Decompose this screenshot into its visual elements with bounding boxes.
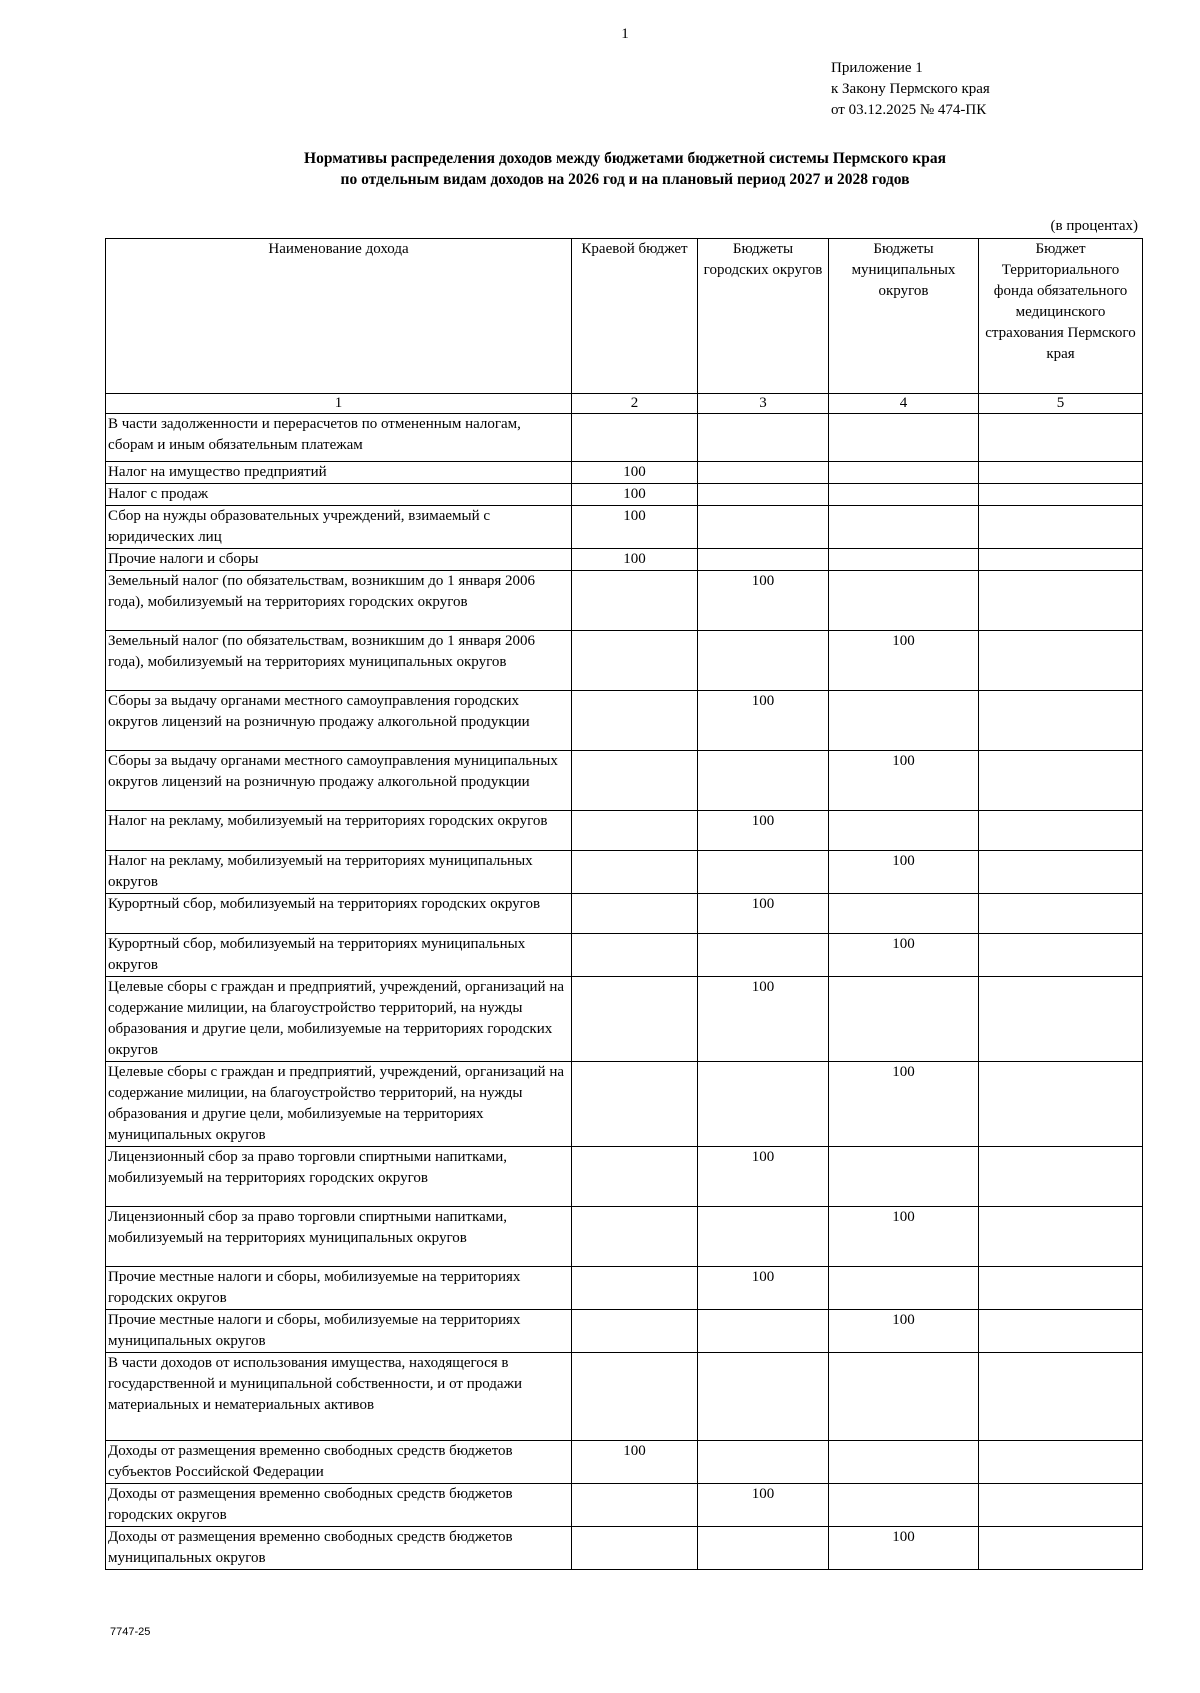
medical-fund-cell bbox=[979, 1484, 1143, 1527]
column-number: 1 bbox=[106, 394, 572, 414]
medical-fund-cell bbox=[979, 977, 1143, 1062]
appendix-line-2: к Закону Пермского края bbox=[831, 81, 990, 97]
table-row bbox=[106, 851, 1143, 894]
regional-budget-cell: 100 bbox=[572, 549, 698, 571]
income-name-cell: Доходы от размещения временно свободных средств бюджетов субъектов Российской Федерации bbox=[106, 1441, 572, 1484]
table-row bbox=[106, 462, 1143, 484]
municipal-districts-cell bbox=[829, 691, 979, 751]
page-number: 1 bbox=[621, 26, 629, 42]
table-row bbox=[106, 977, 1143, 1062]
table-row bbox=[106, 1062, 1143, 1147]
municipal-districts-cell bbox=[829, 1147, 979, 1207]
city-districts-cell: 100 bbox=[698, 691, 829, 751]
medical-fund-cell bbox=[979, 484, 1143, 506]
city-districts-cell bbox=[698, 1353, 829, 1441]
city-districts-cell bbox=[698, 851, 829, 894]
municipal-districts-cell: 100 bbox=[829, 851, 979, 894]
regional-budget-cell: 100 bbox=[572, 506, 698, 549]
header-city-districts: Бюджеты городских округов bbox=[698, 239, 829, 394]
regional-budget-cell bbox=[572, 1527, 698, 1570]
units-label: (в процентах) bbox=[1050, 218, 1138, 234]
income-name-cell: Лицензионный сбор за право торговли спиртными напитками, мобилизуемый на территориях городских округов bbox=[106, 1147, 572, 1207]
regional-budget-cell bbox=[572, 894, 698, 934]
column-number: 2 bbox=[572, 394, 698, 414]
document-title bbox=[0, 148, 1200, 190]
medical-fund-cell bbox=[979, 414, 1143, 462]
table-row bbox=[106, 751, 1143, 811]
city-districts-cell: 100 bbox=[698, 1147, 829, 1207]
income-name-cell: Земельный налог (по обязательствам, возникшим до 1 января 2006 года), мобилизуемый на территориях городских округов bbox=[106, 571, 572, 631]
regional-budget-cell bbox=[572, 1267, 698, 1310]
income-name-cell: В части доходов от использования имущества, находящегося в государственной и муниципальной собственности, и от продажи материальных и нематериальных активов bbox=[106, 1353, 572, 1441]
title-line-1: Нормативы распределения доходов между бюджетами бюджетной системы Пермского края bbox=[304, 150, 946, 167]
table-row bbox=[106, 1353, 1143, 1441]
municipal-districts-cell: 100 bbox=[829, 751, 979, 811]
regional-budget-cell bbox=[572, 751, 698, 811]
income-name-cell: Прочие налоги и сборы bbox=[106, 549, 572, 571]
table-row bbox=[106, 1267, 1143, 1310]
income-name-cell: Целевые сборы с граждан и предприятий, учреждений, организаций на содержание милиции, на благоустройство территорий, на нужды образования и другие цели, мобилизуемые на территориях муниципальных округов bbox=[106, 1062, 572, 1147]
appendix-block bbox=[831, 58, 990, 121]
table-row bbox=[106, 1527, 1143, 1570]
municipal-districts-cell bbox=[829, 506, 979, 549]
regional-budget-cell bbox=[572, 1062, 698, 1147]
footer-code: 7747-25 bbox=[110, 1626, 151, 1638]
medical-fund-cell bbox=[979, 1207, 1143, 1267]
table-row bbox=[106, 414, 1143, 462]
regional-budget-cell bbox=[572, 1310, 698, 1353]
income-name-cell: Доходы от размещения временно свободных средств бюджетов городских округов bbox=[106, 1484, 572, 1527]
medical-fund-cell bbox=[979, 1267, 1143, 1310]
header-row bbox=[106, 239, 1143, 394]
city-districts-cell bbox=[698, 631, 829, 691]
regional-budget-cell bbox=[572, 977, 698, 1062]
table-row bbox=[106, 549, 1143, 571]
municipal-districts-cell bbox=[829, 484, 979, 506]
municipal-districts-cell: 100 bbox=[829, 1062, 979, 1147]
medical-fund-cell bbox=[979, 1441, 1143, 1484]
column-number: 3 bbox=[698, 394, 829, 414]
income-name-cell: Прочие местные налоги и сборы, мобилизуемые на территориях муниципальных округов bbox=[106, 1310, 572, 1353]
medical-fund-cell bbox=[979, 549, 1143, 571]
medical-fund-cell bbox=[979, 851, 1143, 894]
table-row bbox=[106, 571, 1143, 631]
income-name-cell: Налог на имущество предприятий bbox=[106, 462, 572, 484]
municipal-districts-cell bbox=[829, 894, 979, 934]
income-name-cell: Курортный сбор, мобилизуемый на территориях муниципальных округов bbox=[106, 934, 572, 977]
table-row bbox=[106, 894, 1143, 934]
municipal-districts-cell bbox=[829, 414, 979, 462]
income-name-cell: Лицензионный сбор за право торговли спиртными напитками, мобилизуемый на территориях муниципальных округов bbox=[106, 1207, 572, 1267]
income-name-cell: В части задолженности и перерасчетов по отмененным налогам, сборам и иным обязательным платежам bbox=[106, 414, 572, 462]
income-name-cell: Сбор на нужды образовательных учреждений, взимаемый с юридических лиц bbox=[106, 506, 572, 549]
income-name-cell: Сборы за выдачу органами местного самоуправления городских округов лицензий на розничную продажу алкогольной продукции bbox=[106, 691, 572, 751]
city-districts-cell: 100 bbox=[698, 811, 829, 851]
city-districts-cell bbox=[698, 484, 829, 506]
city-districts-cell bbox=[698, 549, 829, 571]
city-districts-cell bbox=[698, 934, 829, 977]
medical-fund-cell bbox=[979, 1062, 1143, 1147]
regional-budget-cell bbox=[572, 1353, 698, 1441]
income-name-cell: Налог на рекламу, мобилизуемый на территориях городских округов bbox=[106, 811, 572, 851]
table-row bbox=[106, 631, 1143, 691]
regional-budget-cell bbox=[572, 1147, 698, 1207]
table-row bbox=[106, 1310, 1143, 1353]
municipal-districts-cell bbox=[829, 1267, 979, 1310]
income-name-cell: Налог с продаж bbox=[106, 484, 572, 506]
regional-budget-cell bbox=[572, 934, 698, 977]
municipal-districts-cell: 100 bbox=[829, 1207, 979, 1267]
appendix-line-1: Приложение 1 bbox=[831, 60, 923, 76]
city-districts-cell bbox=[698, 1310, 829, 1353]
city-districts-cell: 100 bbox=[698, 571, 829, 631]
municipal-districts-cell bbox=[829, 571, 979, 631]
column-number: 4 bbox=[829, 394, 979, 414]
medical-fund-cell bbox=[979, 811, 1143, 851]
medical-fund-cell bbox=[979, 751, 1143, 811]
municipal-districts-cell bbox=[829, 811, 979, 851]
regional-budget-cell: 100 bbox=[572, 484, 698, 506]
city-districts-cell bbox=[698, 1062, 829, 1147]
municipal-districts-cell bbox=[829, 977, 979, 1062]
city-districts-cell bbox=[698, 462, 829, 484]
medical-fund-cell bbox=[979, 506, 1143, 549]
regional-budget-cell bbox=[572, 811, 698, 851]
municipal-districts-cell bbox=[829, 462, 979, 484]
column-number: 5 bbox=[979, 394, 1143, 414]
header-regional-budget: Краевой бюджет bbox=[572, 239, 698, 394]
municipal-districts-cell: 100 bbox=[829, 1527, 979, 1570]
city-districts-cell: 100 bbox=[698, 977, 829, 1062]
table-row bbox=[106, 1147, 1143, 1207]
income-name-cell: Земельный налог (по обязательствам, возникшим до 1 января 2006 года), мобилизуемый на территориях муниципальных округов bbox=[106, 631, 572, 691]
medical-fund-cell bbox=[979, 894, 1143, 934]
regional-budget-cell bbox=[572, 1207, 698, 1267]
municipal-districts-cell: 100 bbox=[829, 631, 979, 691]
city-districts-cell bbox=[698, 1441, 829, 1484]
income-name-cell: Целевые сборы с граждан и предприятий, учреждений, организаций на содержание милиции, на благоустройство территорий, на нужды образования и другие цели, мобилизуемые на территориях городских округов bbox=[106, 977, 572, 1062]
municipal-districts-cell bbox=[829, 1484, 979, 1527]
table-row bbox=[106, 1207, 1143, 1267]
header-medical-fund: Бюджет Территориального фонда обязательного медицинского страхования Пермского края bbox=[979, 239, 1143, 394]
table-row bbox=[106, 506, 1143, 549]
medical-fund-cell bbox=[979, 1527, 1143, 1570]
municipal-districts-cell: 100 bbox=[829, 934, 979, 977]
medical-fund-cell bbox=[979, 462, 1143, 484]
table-row bbox=[106, 691, 1143, 751]
city-districts-cell bbox=[698, 1207, 829, 1267]
regional-budget-cell bbox=[572, 571, 698, 631]
regional-budget-cell bbox=[572, 851, 698, 894]
header-income-name: Наименование дохода bbox=[106, 239, 572, 394]
medical-fund-cell bbox=[979, 571, 1143, 631]
title-line-2: по отдельным видам доходов на 2026 год и на плановый период 2027 и 2028 годов bbox=[340, 171, 910, 188]
city-districts-cell bbox=[698, 506, 829, 549]
table-row bbox=[106, 1484, 1143, 1527]
regional-budget-cell: 100 bbox=[572, 462, 698, 484]
income-name-cell: Доходы от размещения временно свободных средств бюджетов муниципальных округов bbox=[106, 1527, 572, 1570]
header-municipal-districts: Бюджеты муниципальных округов bbox=[829, 239, 979, 394]
regional-budget-cell bbox=[572, 691, 698, 751]
city-districts-cell bbox=[698, 751, 829, 811]
distribution-table bbox=[105, 238, 1143, 1570]
municipal-districts-cell: 100 bbox=[829, 1310, 979, 1353]
table-body bbox=[106, 394, 1143, 1570]
medical-fund-cell bbox=[979, 691, 1143, 751]
city-districts-cell bbox=[698, 414, 829, 462]
city-districts-cell bbox=[698, 1527, 829, 1570]
municipal-districts-cell bbox=[829, 549, 979, 571]
medical-fund-cell bbox=[979, 934, 1143, 977]
regional-budget-cell: 100 bbox=[572, 1441, 698, 1484]
medical-fund-cell bbox=[979, 1310, 1143, 1353]
regional-budget-cell bbox=[572, 1484, 698, 1527]
table-row bbox=[106, 484, 1143, 506]
city-districts-cell: 100 bbox=[698, 894, 829, 934]
regional-budget-cell bbox=[572, 414, 698, 462]
medical-fund-cell bbox=[979, 631, 1143, 691]
medical-fund-cell bbox=[979, 1353, 1143, 1441]
medical-fund-cell bbox=[979, 1147, 1143, 1207]
appendix-line-3: от 03.12.2025 № 474-ПК bbox=[831, 102, 987, 118]
municipal-districts-cell bbox=[829, 1441, 979, 1484]
income-name-cell: Сборы за выдачу органами местного самоуправления муниципальных округов лицензий на розничную продажу алкогольной продукции bbox=[106, 751, 572, 811]
municipal-districts-cell bbox=[829, 1353, 979, 1441]
table-row bbox=[106, 1441, 1143, 1484]
regional-budget-cell bbox=[572, 631, 698, 691]
column-number-row bbox=[106, 394, 1143, 414]
table-row bbox=[106, 811, 1143, 851]
income-name-cell: Налог на рекламу, мобилизуемый на территориях муниципальных округов bbox=[106, 851, 572, 894]
table-row bbox=[106, 934, 1143, 977]
income-name-cell: Прочие местные налоги и сборы, мобилизуемые на территориях городских округов bbox=[106, 1267, 572, 1310]
city-districts-cell: 100 bbox=[698, 1267, 829, 1310]
city-districts-cell: 100 bbox=[698, 1484, 829, 1527]
income-name-cell: Курортный сбор, мобилизуемый на территориях городских округов bbox=[106, 894, 572, 934]
